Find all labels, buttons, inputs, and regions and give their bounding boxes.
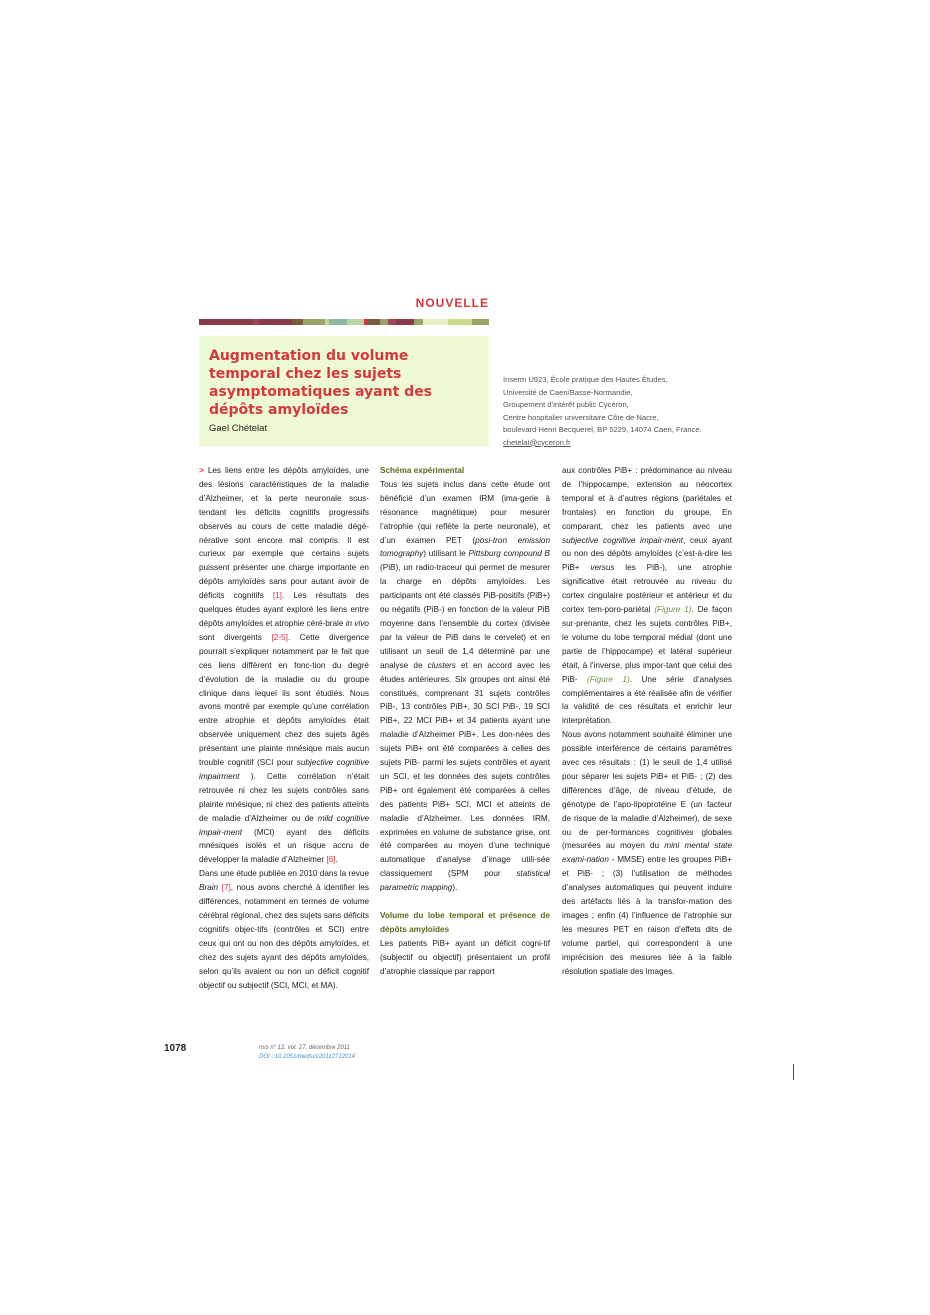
text: (PiB), un radio-traceur qui permet de mesurer la charge en dépôts amyloïdes. Les participants ont été classés PiB-positifs (PiB+) ou négatifs (PiB-) en fonction de la valeur PiB moyenne dans l’ensemble du cortex (divisée par la valeur de PiB dans le cervelet) et en utilisant un seuil de 1,4 déterminé par une analyse de [380, 563, 550, 670]
text-italic: clusters [427, 660, 456, 670]
text-italic: mini mental state exami-nation [562, 841, 733, 865]
text: ). [452, 883, 458, 893]
text: , ceux ayant ou non des dépôts amyloïdes (c’est-à-dire les PiB+ [562, 535, 732, 573]
stripe-segment [303, 319, 324, 325]
title-box [199, 336, 489, 446]
article-title: Augmentation du volume temporal chez les sujets asymptomatiques ayant des dépôts amyloïdes [209, 348, 433, 418]
text: Dans une étude publiée en 2010 dans la revue [199, 869, 369, 879]
stripe-segment [347, 319, 364, 325]
paragraph [562, 464, 732, 728]
text: . [335, 855, 338, 865]
text: sont divergents [199, 632, 272, 642]
text: . Les résultats des quelques études ayant exploré les liens entre dépôts amyloïdes et atrophie céré-brale [199, 591, 369, 628]
affiliation-line: Université de Caen/Basse-Normandie, [503, 387, 633, 397]
text-italic: subjective cognitive impairment [199, 758, 369, 781]
affiliation-line: Inserm U923, École pratique des Hautes Études, [503, 375, 668, 384]
stripe-segment [368, 319, 380, 325]
affiliation-line: Centre hospitalier universitaire Côte de Nacre, [503, 412, 659, 422]
paragraph [380, 478, 550, 895]
text: . Cette divergence pourrait s’expliquer notamment par le fait que ces liens diffèrent en fonc-tion du degré d’évolution de la maladie ou du groupe clinique dans lequel ils sont étudiés. Nous avons montré par exemple qu’une corrélation entre atrophie et dépôts amyloïdes était observée uniquement chez des sujets âgés présentant une plainte mnésique mais aucun trouble cognitif (SCI pour [199, 632, 369, 768]
reference-link[interactable]: [1] [272, 591, 282, 601]
text-italic: mild cognitive impair-ment [199, 813, 369, 837]
text: Tous les sujets inclus dans cette étude ont bénéficié d’un examen IRM (ima-gerie à résonance magnétique) pour mesurer l’atrophie (qui reflète la perte neuronale), et d’un examen PET ( [380, 479, 550, 545]
journal-citation: m/s n° 12, vol. 27, décembre 2011 [259, 1045, 351, 1051]
stripe-segment [380, 319, 389, 325]
figure-link[interactable]: (Figure 1) [586, 674, 630, 684]
text-italic: Brain [199, 883, 219, 893]
stripe-segment [292, 319, 304, 325]
text: - MMSE) entre les groupes PiB+ et PiB- ; (3) l’utilisation de méthodes d’analyses automatiques qui peuvent induire des artéfacts liés à la transfor-mation des images ; enfin (4) l’influence de l’atrophie sur les mesures PET en raison d’effets dits de volume partiel, qui correspondent à une imprécision des mesures liée à la faible résolution spatiale des images. [562, 855, 732, 976]
text: ) utilisant le [423, 549, 469, 559]
page-number: 1078 [164, 1043, 187, 1054]
text: Les liens entre les dépôts amyloïdes, une des lésions caractéristiques de la maladie d’Alzheimer, et la perte neuronale sous-tendant les déficits cognitifs progressifs observés au cours de cette maladie dégé-nérative sont encore mal compris. Il est curieux par exemple que certains sujets puissent présenter une charge importante en dépôts amyloïdes sans pour autant avoir de déficits cognitifs [199, 466, 369, 601]
affiliation-line: Groupement d’intérêt public Cycéron, [503, 400, 629, 409]
text-italic: in vivo [345, 618, 369, 628]
column-3 [562, 464, 732, 979]
column-2 [380, 464, 550, 979]
text: les PiB-), une atrophie significative était retrouvée au niveau du cortex cingulaire postérieur et antérieur et du cortex tem-poro-pariétal [562, 563, 732, 615]
affiliation-block [503, 374, 763, 449]
color-stripe [199, 319, 489, 325]
text-italic: Pittsburg compound B [468, 549, 550, 559]
stripe-segment [472, 319, 489, 325]
paragraph [562, 728, 732, 978]
text-italic: posi-tron emission tomography [380, 535, 550, 559]
text: . De façon sur-prenante, chez les sujets contrôles PiB+, le volume du lobe temporal médial (dont une partie de l’hippocampe) et latéral supérieur était, à l’inverse, plus impor-tant que celui des PiB- [562, 605, 732, 684]
stripe-segment [448, 319, 471, 325]
section-heading: Volume du lobe temporal et présence de dépôts amyloïdes [380, 911, 550, 934]
text-italic: subjective cognitive impair-ment [562, 535, 684, 545]
text-italic: versus [590, 563, 615, 573]
reference-link[interactable]: [6] [326, 855, 336, 865]
stripe-segment [396, 319, 413, 325]
stripe-segment [423, 319, 448, 325]
stripe-segment [259, 319, 292, 325]
text: ). Cette corrélation n’était retrouvée ni chez les sujets contrôles sans plainte mnésique, ni chez des patients atteints de maladie d’Alzheimer ou de [199, 771, 369, 823]
margin-rule [793, 1064, 794, 1080]
column-1 [199, 464, 369, 992]
author-email-link[interactable]: chetelat@cyceron.fr [503, 437, 571, 447]
stripe-segment [199, 319, 253, 325]
paragraph: Les patients PiB+ ayant un déficit cogni-tif (subjectif ou objectif) présentaient un profil d’atrophie classique par rapport [380, 938, 550, 976]
stripe-segment [414, 319, 424, 325]
stripe-segment [329, 319, 346, 325]
stripe-segment [388, 319, 396, 325]
reference-link[interactable]: [7] [221, 883, 231, 893]
section-heading: Schéma expérimental [380, 466, 465, 475]
affiliation-line: boulevard Henri Becquerel, BP 5229, 14074 Caen, France. [503, 425, 702, 434]
text: (MCI) ayant des déficits mnésiques isolés et un risque accru de développer la maladie d’Alzheimer [199, 827, 369, 865]
doi-link[interactable]: DOI : 10.1051/medsci/20112712014 [259, 1054, 355, 1060]
figure-link[interactable]: (Figure 1) [654, 605, 692, 615]
paragraph [199, 867, 369, 992]
paragraph [199, 464, 369, 867]
text-italic: statistical parametric mapping [380, 869, 550, 893]
reference-link[interactable]: [2-5] [271, 632, 288, 642]
text: Nous avons notamment souhaité éliminer une possible interférence de certains paramètres avec ces résultats : (1) le seuil de 1,4 utilisé pour séparer les sujets PiB+ et PiB- ; (2) des différences d’âge, de niveau d’étude, de génotype de l’apo-lipoprotéine E (un facteur de risque de la maladie d’Alzheimer), de sexe ou de per-formances cognitives globales (mesurées au moyen du [562, 730, 732, 851]
text: , nous avons cherché à identifier les différences, notamment en termes de volume cérébral régional, chez des sujets sans déficits cognitifs objec-tifs (contrôles et SCI) entre ceux qui ont ou non des dépôts amyloïdes, et chez des sujets ayant des dépôts amyloïdes, selon qu’ils avaient ou non un déficit cognitif objectif ou subjectif (SCI, MCI, et MA). [199, 883, 369, 990]
text: aux contrôles PiB+ : prédominance au niveau de l’hippocampe, extension au néocortex temporal et à d’autres régions (pariétales et frontales) en fonction du groupe. En comparant, chez les patients avec une [562, 466, 732, 531]
text: . Une série d’analyses complémentaires a été réalisée afin de vérifier la validité de ces résultats et enrichir leur interprétation. [562, 674, 732, 726]
section-label: NOUVELLE [415, 296, 489, 310]
arrow-icon: > [199, 466, 204, 475]
author-name: Gael Chételat [209, 423, 268, 434]
text: et en accord avec les études antérieures. Six groupes ont ainsi été constitués, comprenant 31 sujets contrôles PiB-, 13 contrôles PiB+, 30 SCI PiB-, 19 SCI PiB+, 22 MCI PiB+ et 34 patients ayant une maladie d’Alzheimer PiB+. Les don-nées des sujets PiB+ ont été comparées à celles des sujets PiB- parmi les sujets contrôles et ayant un SCI, et les données des sujets contrôles PiB+ ont également été comparées à celles des patients PiB+ SCI, MCI et atteints de maladie d’Alzheimer. Les données IRM, exprimées en volume de substance grise, ont été comparées au moyen d’une technique automatique d’analyse d’image utili-sée classiquement (SPM pour [380, 660, 550, 879]
journal-info [259, 1044, 355, 1062]
